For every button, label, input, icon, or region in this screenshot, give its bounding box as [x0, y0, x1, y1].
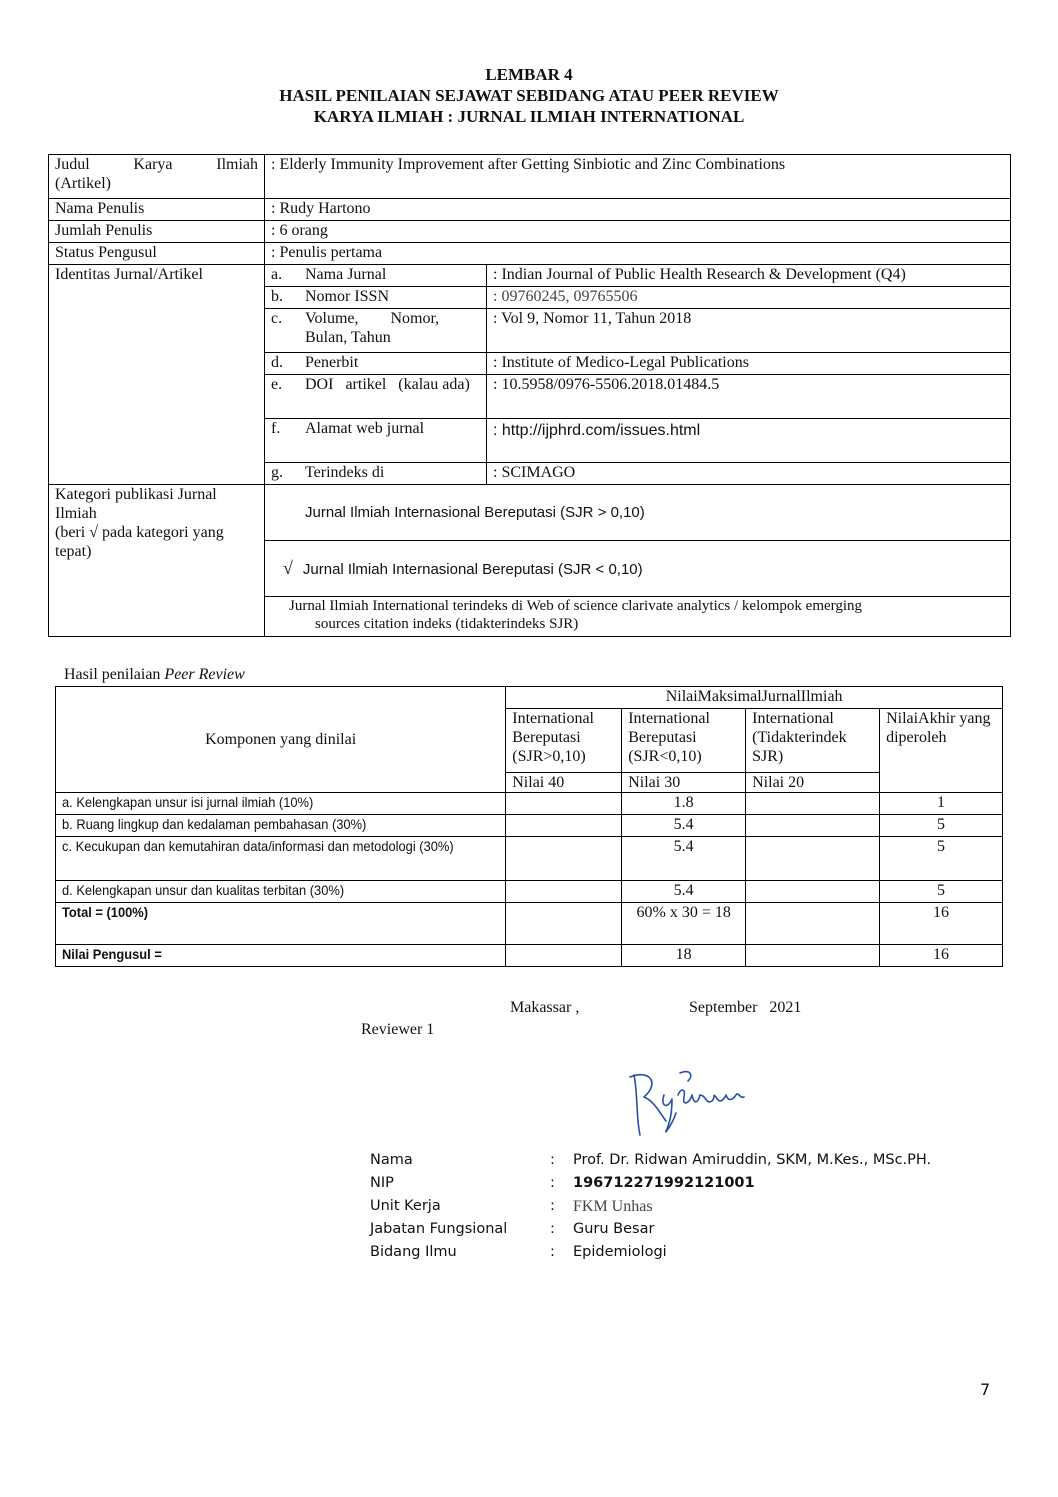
komponen-d: d. Kelengkapan unsur dan kualitas terbitan (30%) [56, 881, 506, 903]
field-nama: Nama : Prof. Dr. Ridwan Amiruddin, SKM, M.Kes., MSc.PH. [370, 1152, 932, 1168]
total-score: 60% x 30 = 18 [622, 903, 746, 945]
reviewer-label: Reviewer 1 [361, 1021, 435, 1038]
komponen-a-score: 1.8 [622, 793, 746, 815]
document-header [0, 64, 1058, 127]
col-header-sjr-above: International Bereputasi (SJR>0,10) [506, 709, 622, 773]
article-info-table [48, 154, 1011, 637]
signature-date: September 2021 [689, 999, 802, 1016]
row-d-value: : Institute of Medico-Legal Publications [487, 353, 1011, 375]
field-unit-kerja: Unit Kerja : FKM Unhas [370, 1198, 653, 1215]
nama-penulis-value: : Rudy Hartono [265, 199, 1011, 221]
row-f-value: : http://ijphrd.com/issues.html [487, 419, 1011, 463]
row-b-value: : 09760245, 09765506 [487, 287, 1011, 309]
kategori-1: Jurnal Ilmiah Internasional Bereputasi (SJR > 0,10) [265, 485, 1011, 541]
komponen-c-akhir: 5 [880, 837, 1003, 881]
komponen-header: Komponen yang dinilai [56, 687, 506, 793]
field-nip: NIP : 196712271992121001 [370, 1175, 755, 1191]
jumlah-penulis-label: Jumlah Penulis [49, 221, 265, 243]
nilai-pengusul-akhir: 16 [880, 945, 1003, 967]
page-number: 7 [980, 1380, 991, 1399]
nilai-40: Nilai 40 [506, 773, 622, 793]
row-f-letter: f. [265, 419, 300, 463]
kategori-3: Jurnal Ilmiah International terindeks di Web of science clarivate analytics / kelompok emerging sources citation indeks (tidakterindeks SJR) [265, 597, 1011, 637]
row-c-label: Volume, Nomor, Bulan, Tahun [299, 309, 487, 353]
row-e-value: : 10.5958/0976-5506.2018.01484.5 [487, 375, 1011, 419]
field-bidang-ilmu: Bidang Ilmu : Epidemiologi [370, 1244, 667, 1260]
hasil-penilaian-label: Hasil penilaian Peer Review [64, 666, 245, 683]
nilai-20: Nilai 20 [746, 773, 880, 793]
row-g-label: Terindeks di [299, 463, 487, 485]
col-header-sjr-below: International Bereputasi (SJR<0,10) [622, 709, 746, 773]
status-pengusul-value: : Penulis pertama [265, 243, 1011, 265]
row-g-value: : SCIMAGO [487, 463, 1011, 485]
header-line-2: HASIL PENILAIAN SEJAWAT SEBIDANG ATAU PEER REVIEW [279, 86, 779, 105]
row-b-label: Nomor ISSN [299, 287, 487, 309]
total-akhir: 16 [880, 903, 1003, 945]
komponen-d-score: 5.4 [622, 881, 746, 903]
row-a-label: Nama Jurnal [299, 265, 487, 287]
komponen-d-akhir: 5 [880, 881, 1003, 903]
row-d-letter: d. [265, 353, 300, 375]
row-b-letter: b. [265, 287, 300, 309]
komponen-c-score: 5.4 [622, 837, 746, 881]
komponen-b: b. Ruang lingkup dan kedalaman pembahasan (30%) [56, 815, 506, 837]
checkmark-icon: √ [283, 557, 293, 578]
row-e-label: DOI artikel (kalau ada) [299, 375, 487, 419]
nilai-pengusul-label: Nilai Pengusul = [56, 945, 506, 967]
row-e-letter: e. [265, 375, 300, 419]
kategori-label: Kategori publikasi Jurnal Ilmiah (beri √ pada kategori yang tepat) [49, 485, 265, 637]
col-header-nilai-akhir: NilaiAkhir yang diperoleh [880, 709, 1003, 793]
nilai-pengusul-score: 18 [622, 945, 746, 967]
total-label: Total = (100%) [56, 903, 506, 945]
field-jabatan: Jabatan Fungsional : Guru Besar [370, 1221, 655, 1237]
row-c-letter: c. [265, 309, 300, 353]
judul-value: : Elderly Immunity Improvement after Getting Sinbiotic and Zinc Combinations [265, 155, 1011, 199]
signature-image [620, 1065, 760, 1145]
jumlah-penulis-value: : 6 orang [265, 221, 1011, 243]
header-line-1: LEMBAR 4 [485, 65, 573, 84]
row-g-letter: g. [265, 463, 300, 485]
komponen-c: c. Kecukupan dan kemutahiran data/informasi dan metodologi (30%) [56, 837, 506, 881]
komponen-a-akhir: 1 [880, 793, 1003, 815]
row-f-label: Alamat web jurnal [299, 419, 487, 463]
judul-label: Judul Karya Ilmiah (Artikel) [49, 155, 265, 199]
nilai-30: Nilai 30 [622, 773, 746, 793]
nama-penulis-label: Nama Penulis [49, 199, 265, 221]
header-line-3: KARYA ILMIAH : JURNAL ILMIAH INTERNATIONAL [313, 107, 745, 126]
row-a-letter: a. [265, 265, 300, 287]
kategori-2: √ Jurnal Ilmiah Internasional Bereputasi (SJR < 0,10) [265, 541, 1011, 597]
score-table [55, 686, 1003, 967]
row-a-value: : Indian Journal of Public Health Research & Development (Q4) [487, 265, 1011, 287]
row-c-value: : Vol 9, Nomor 11, Tahun 2018 [487, 309, 1011, 353]
komponen-a: a. Kelengkapan unsur isi jurnal ilmiah (10%) [56, 793, 506, 815]
col-header-tidakterindeks: International (Tidakterindek SJR) [746, 709, 880, 773]
row-d-label: Penerbit [299, 353, 487, 375]
komponen-b-akhir: 5 [880, 815, 1003, 837]
identitas-label: Identitas Jurnal/Artikel [49, 265, 265, 485]
signature-place: Makassar , [510, 999, 580, 1016]
nilai-maksimal-header: NilaiMaksimalJurnalIlmiah [506, 687, 1003, 709]
status-pengusul-label: Status Pengusul [49, 243, 265, 265]
komponen-b-score: 5.4 [622, 815, 746, 837]
